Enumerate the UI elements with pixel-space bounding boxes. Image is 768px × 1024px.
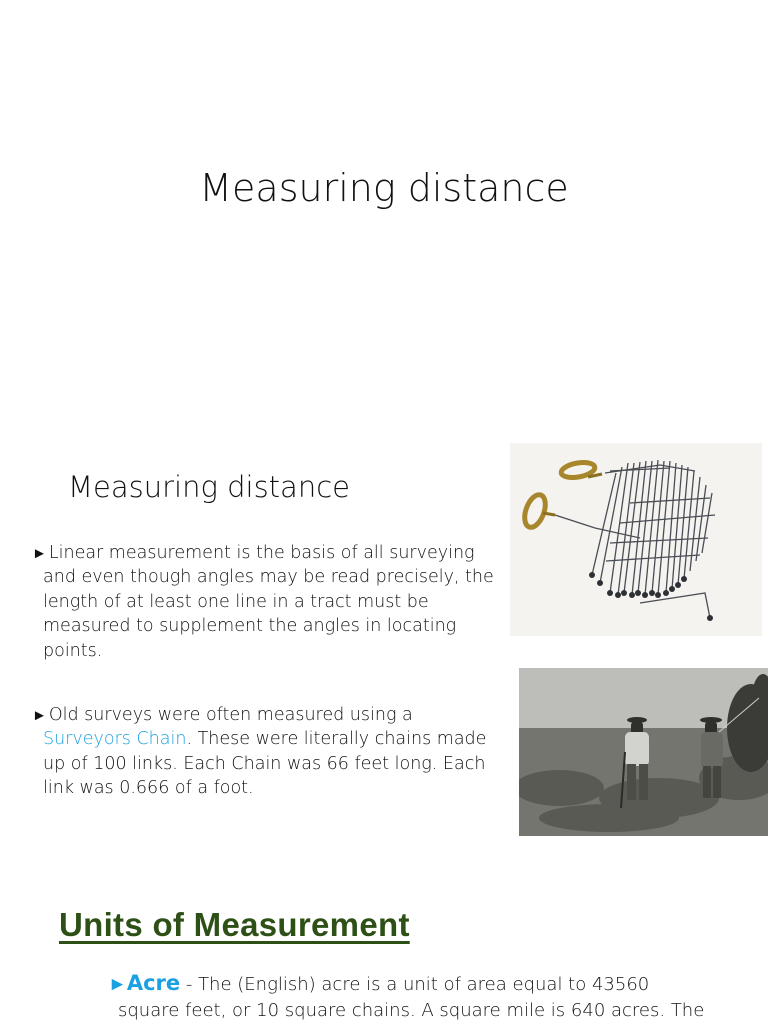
surveyors-field-photo bbox=[519, 668, 768, 836]
bullet-line: link was 0.666 of a foot. bbox=[43, 778, 254, 799]
bullet-arrow-icon: ► bbox=[32, 544, 47, 562]
surveyors-chain-photo bbox=[510, 443, 762, 636]
bullet-line: up of 100 links. Each Chain was 66 feet long. Each bbox=[43, 753, 486, 774]
title-slide bbox=[0, 0, 768, 420]
bullet-line: Old surveys were often measured using a bbox=[48, 705, 413, 725]
bullet-line: and even though angles may be read precisely, the bbox=[43, 567, 494, 588]
bullet-line: square feet, or 10 square chains. A square mile is 640 acres. The bbox=[118, 1000, 705, 1021]
bullet-line: points. bbox=[43, 640, 103, 661]
bullet-acre bbox=[108, 970, 748, 1024]
surveyors-chain-link[interactable]: Surveyors Chain bbox=[43, 729, 187, 750]
slide-heading: Measuring distance bbox=[68, 470, 350, 504]
bullet-old-surveys bbox=[32, 703, 510, 801]
bullet-line: measured to supplement the angles in locating bbox=[43, 616, 457, 637]
units-heading: Units of Measurement bbox=[59, 906, 410, 943]
bullet-line: - The (English) acre is a unit of area equal to 43560 bbox=[180, 974, 650, 995]
acre-term: Acre bbox=[126, 971, 181, 995]
content-slide bbox=[0, 430, 768, 860]
bullet-arrow-icon: ► bbox=[32, 706, 47, 724]
bullet-arrow-icon: ► bbox=[108, 973, 127, 995]
bullet-line: length of at least one line in a tract must be bbox=[43, 591, 429, 612]
slide-title: Measuring distance bbox=[199, 166, 569, 210]
bullet-line: . These were literally chains made bbox=[186, 729, 487, 750]
units-slide bbox=[0, 880, 768, 1024]
bullet-line: Linear measurement is the basis of all surveying bbox=[48, 543, 475, 563]
bullet-linear-measurement bbox=[32, 541, 510, 663]
